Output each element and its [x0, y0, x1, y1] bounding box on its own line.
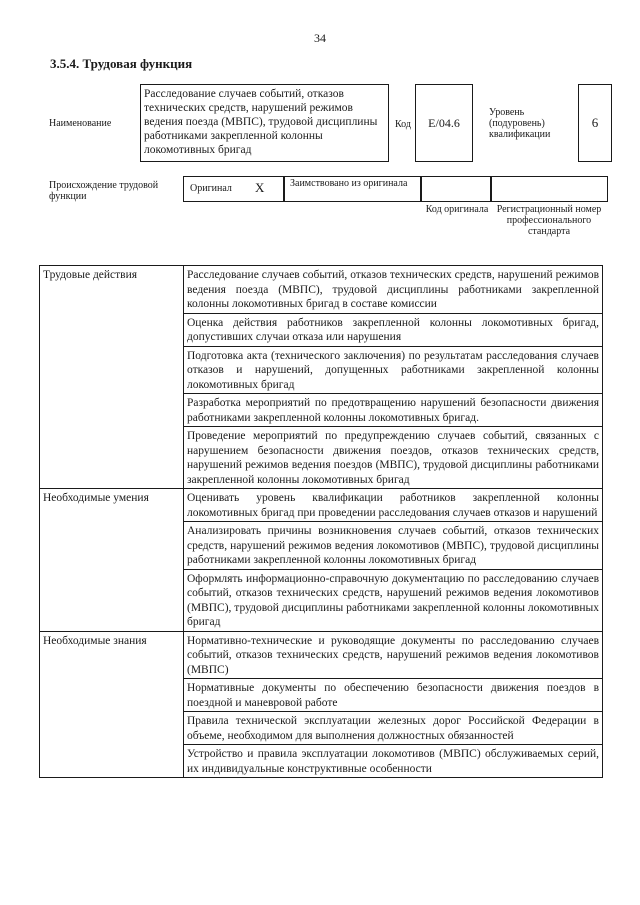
table-row	[40, 266, 603, 314]
level-value: 6	[578, 84, 612, 162]
origin-cell-reg-number	[491, 176, 608, 202]
page-number: 34	[314, 31, 326, 45]
code-value: E/04.6	[415, 84, 473, 162]
origin-cell-code	[421, 176, 491, 202]
table-cell: Подготовка акта (технического заключения) по результатам расследования случаев отказов и нарушений, допущенных работниками закрепленной колонны локомотивных бригад	[184, 346, 603, 394]
name-value: Расследование случаев событий, отказов технических средств, нарушений режимов ведения поезда (МВПС), трудовой дисциплины работниками закрепленной колонны локомотивных бригад	[140, 84, 389, 162]
table-cell: Нормативные документы по обеспечению безопасности движения поездов в поездной и маневровой работе	[184, 679, 603, 712]
table-cell: Нормативно-технические и руководящие документы по расследованию случаев событий, отказов технических средств, нарушений режимов ведения локомотивов (МВПС)	[184, 631, 603, 679]
name-label: Наименование	[49, 118, 112, 129]
code-original-label: Код оригинала	[425, 204, 489, 215]
function-table	[39, 265, 603, 778]
table-row	[40, 489, 603, 522]
origin-label: Происхождение трудовой функции	[49, 180, 159, 202]
table-cell: Оценивать уровень квалификации работников закрепленной колонны локомотивных бригад при проведении расследования случаев отказов и нарушений	[184, 489, 603, 522]
table-cell: Правила технической эксплуатации железных дорог Российской Федерации в объеме, необходимом для выполнения должностных обязанностей	[184, 712, 603, 745]
original-label: Оригинал	[190, 183, 232, 194]
table-row	[40, 631, 603, 679]
table-cell: Разработка мероприятий по предотвращению нарушений безопасности движения работниками закрепленной колонны локомотивных бригад.	[184, 394, 603, 427]
table-cell: Проведение мероприятий по предупреждению случаев событий, связанных с нарушением безопасности движения поездов, отказов технических средств, нарушений режимов ведения поездов (МВПС), трудовой дисциплины работниками закрепленной колонны локомотивных бригад	[184, 427, 603, 489]
table-cell: Оценка действия работников закрепленной колонны локомотивных бригад, допустивших случаи отказа или нарушения	[184, 313, 603, 346]
level-label: Уровень (подуровень) квалификации	[489, 107, 551, 140]
reg-number-label: Регистрационный номер профессионального стандарта	[496, 204, 602, 237]
original-mark: X	[255, 180, 265, 195]
table-cell: Устройство и правила эксплуатации локомотивов (МВПС) обслуживаемых серий, их индивидуальные конструктивные особенности	[184, 745, 603, 778]
code-label: Код	[395, 119, 411, 130]
section-label: Необходимые умения	[40, 489, 184, 632]
section-label: Необходимые знания	[40, 631, 184, 778]
borrowed-label: Заимствовано из оригинала	[290, 178, 408, 189]
table-cell: Оформлять информационно-справочную документацию по расследованию случаев событий, отказов технических средств, нарушений режимов ведения локомотивов (МВПС), трудовой дисциплины работниками закрепленной колонны локомотивных бригад	[184, 569, 603, 631]
table-cell: Анализировать причины возникновения случаев событий, отказов технических средств, нарушений режимов ведения локомотивов (МВПС), трудовой дисциплины работниками закрепленной колонны локомотивных бригад	[184, 522, 603, 570]
section-title: 3.5.4. Трудовая функция	[50, 56, 193, 71]
section-label: Трудовые действия	[40, 266, 184, 489]
table-cell: Расследование случаев событий, отказов технических средств, нарушений режимов ведения поезда (МВПС), трудовой дисциплины работниками закрепленной колонны локомотивных бригад в составе комиссии	[184, 266, 603, 314]
